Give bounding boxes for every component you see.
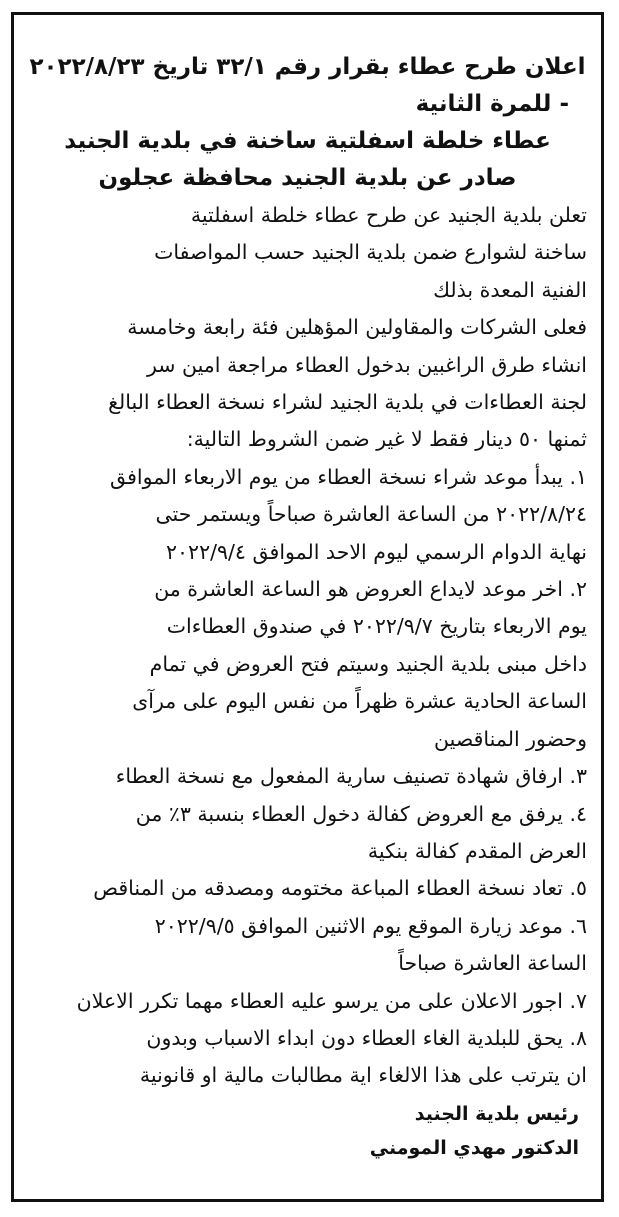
title-line: اعلان طرح عطاء بقرار رقم ٣٢/١ تاريخ ٢٠٢٢/٨/٢٣ [29, 54, 586, 80]
condition-line: ٣. ارفاق شهادة تصنيف سارية المفعول مع نسخة العطاء [115, 764, 587, 789]
eligibility-line: ثمنها ٥٠ دينار فقط لا غير ضمن الشروط التالية: [186, 427, 587, 452]
condition-line: ٧. اجور الاعلان على من يرسو عليه العطاء مهما تكرر الاعلان [76, 988, 587, 1013]
condition-1 [28, 459, 587, 571]
condition-line: الساعة الحادية عشرة ظهراً من نفس اليوم على مرآى [132, 689, 587, 714]
condition-line: ١. يبدأ موعد شراء نسخة العطاء من يوم الاربعاء الموافق [110, 464, 587, 489]
condition-4 [28, 796, 587, 871]
announcement-frame [11, 12, 604, 1202]
condition-8 [28, 1020, 587, 1095]
condition-2 [28, 571, 587, 758]
condition-line: الساعة العاشرة صباحاً [398, 951, 587, 976]
condition-line: ٥. تعاد نسخة العطاء المباعة مختومه ومصدقه من المناقص [93, 876, 587, 901]
eligibility-line: انشاء طرق الراغبين بدخول العطاء مراجعة امين سر [146, 352, 587, 377]
condition-7 [28, 983, 587, 1020]
signature-block [28, 1097, 587, 1165]
intro-line: ساخنة لشوارع ضمن بلدية الجنيد حسب المواصفات [154, 240, 587, 265]
eligibility-line: لجنة العطاءات في بلدية الجنيد لشراء نسخة العطاء البالغ [108, 390, 587, 415]
condition-line: ٢. اخر موعد لايداع العروض هو الساعة العاشرة من [154, 577, 587, 602]
condition-line: ٢٠٢٢/٨/٢٤ من الساعة العاشرة صباحاً ويستمر حتى [155, 502, 587, 527]
signatory-name: الدكتور مهدي المومني [369, 1136, 579, 1159]
condition-line: ٦. موعد زيارة الموقع يوم الاثنين الموافق ٢٠٢٢/٩/٥ [154, 913, 587, 938]
intro-line: الفنية المعدة بذلك [433, 277, 587, 302]
title-line: صادر عن بلدية الجنيد محافظة عجلون [98, 165, 517, 191]
intro-line: تعلن بلدية الجنيد عن طرح عطاء خلطة اسفلتية [190, 203, 587, 227]
condition-line: داخل مبنى بلدية الجنيد وسيتم فتح العروض في تمام [149, 651, 587, 676]
eligibility-paragraph [28, 309, 587, 459]
title-line: عطاء خلطة اسفلتية ساخنة في بلدية الجنيد [64, 128, 551, 154]
signatory-position: رئيس بلدية الجنيد [414, 1102, 579, 1125]
condition-5 [28, 870, 587, 907]
condition-6 [28, 908, 587, 983]
announcement-title [28, 49, 587, 197]
condition-line: نهاية الدوام الرسمي ليوم الاحد الموافق ٢٠٢٢/٩/٤ [166, 539, 587, 564]
condition-line: ٨. يحق للبلدية الغاء العطاء دون ابداء الاسباب وبدون [146, 1025, 587, 1050]
condition-line: ان يترتب على هذا الالغاء اية مطالبات مالية او قانونية [139, 1063, 587, 1088]
eligibility-line: فعلى الشركات والمقاولين المؤهلين فئة رابعة وخامسة [127, 315, 587, 340]
announcement-body [28, 197, 587, 1095]
title-line: - للمرة الثانية [415, 91, 569, 117]
condition-line: وحضور المناقصين [434, 726, 587, 751]
intro-paragraph [28, 197, 587, 309]
condition-line: العرض المقدم كفالة بنكية [367, 838, 587, 863]
condition-3 [28, 758, 587, 795]
condition-line: ٤. يرفق مع العروض كفالة دخول العطاء بنسبة ٣٪ من [135, 801, 587, 826]
condition-line: يوم الاربعاء بتاريخ ٢٠٢٢/٩/٧ في صندوق العطاءات [166, 614, 587, 639]
